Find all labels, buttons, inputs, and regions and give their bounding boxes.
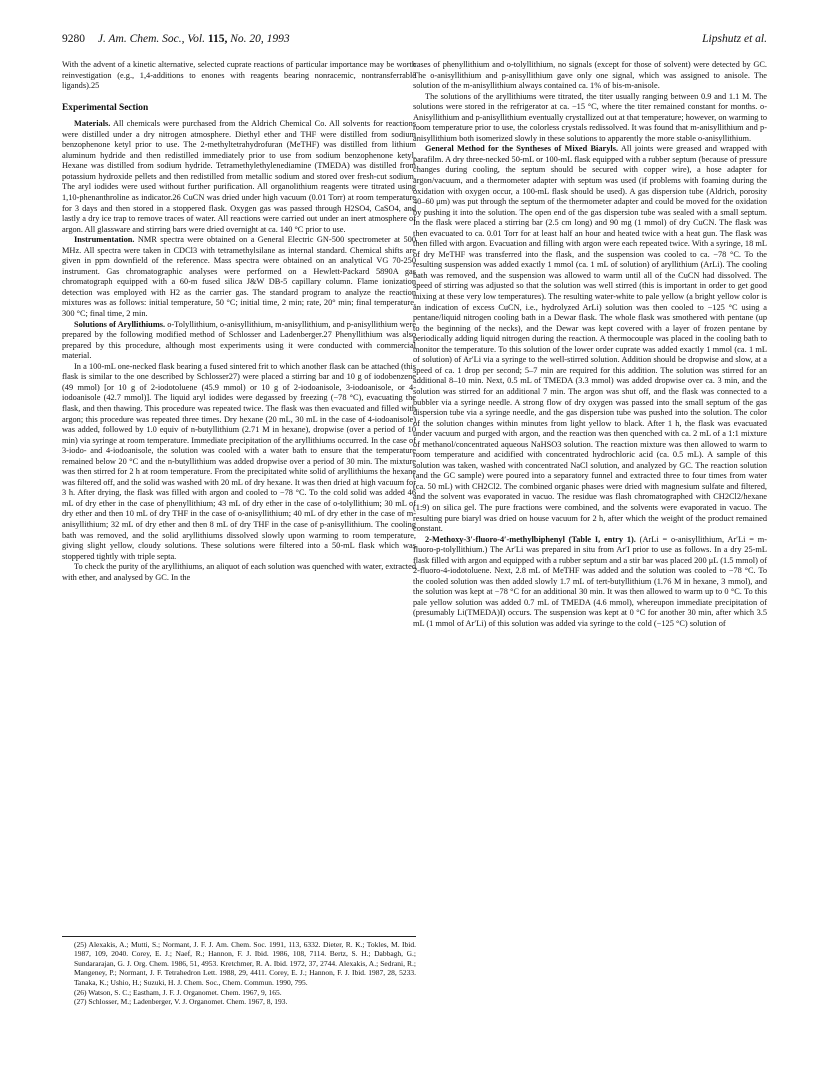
intro-paragraph: With the advent of a kinetic alternative, selected cuprate reactions of particular importance may be worth reinvestigation (e.g., 1,4-additions to enones with reagents bearing nonracemic, nontransferrable ligands).25: [62, 60, 416, 91]
instrumentation-paragraph: [62, 235, 416, 319]
paragraph-body: (ArLi = o-anisyllithium, Ar′Li = m-fluoro-p-tolyllithium.) The Ar′Li was prepared in situ from Ar′I prior to use as follows. In a dry 25-mL flask filled with argon and equipped with a rubber septum and a stir bar was placed 200 μL (1.5 mmol) of 2-fluoro-4-iodotoluene. Next, 2.8 mL of MeTHF was added and the solution was cooled to −78 °C. To the cooled solution was then added slowly 1.7 mL of tert-butyllithium (1.76 M in hexane, 3 mmol), and the solution was kept at −78 °C for an additional 30 min. It was then allowed to warm up to 0 °C. To this pale yellow solution was added 0.7 mL of TMEDA (4.6 mmol), whereupon immediate precipitation of (presumably Li(TMEDA)I) occurs. The suspension was kept at 0 °C for another 30 min, after which 3.5 mL (1 mmol of Ar′Li) of this solution was added via syringe to the cold (−125 °C) solution of: [413, 534, 767, 628]
volume-number: 115,: [207, 33, 228, 45]
section-heading: Experimental Section: [62, 102, 149, 113]
footnote: (27) Schlosser, M.; Ladenberger, V. J. Organomet. Chem. 1967, 8, 193.: [74, 997, 288, 1007]
paragraph-run-in-head: 2-Methoxy-3′-fluoro-4′-methylbiphenyl (Table I, entry 1).: [425, 534, 636, 544]
page-number: 9280: [62, 33, 85, 45]
paragraph-body: All joints were greased and wrapped with parafilm. A dry three-necked 50-mL or 100-mL flask equipped with a rubber septum (because of pressure changes during cooling, the septum should be secured with copper wire), a hose adapter for argon/vacuum, and a thermometer adapter with septum was used (if problems with foaming during the oxidation with oxygen occur, a 100-mL flask should be used). A gas dispersion tube (Aldrich, porosity 40–60 μm) was put through the septum of the thermometer adapter and could be moved for the oxidation by pushing it into the solution. The open end of the gas dispersion tube was sealed with a small septum. In the flask were placed a stirring bar (2.5 cm long) and 90 mg (1 mmol) of dry CuCN. The flask was then evacuated to ca. 0.01 Torr for at least half an hour and heated twice with a heat gun. The flask was then filled with argon. Evacuation and filling with argon were each repeated twice. With a syringe, 18 mL of dry MeTHF was transferred into the flask, and the suspension was cooled to ca. −78 °C. To the resulting suspension was added exactly 1 mmol (ca. 1 mL of solution) of aryllithium (ArLi). The cooling bath was removed, and the suspension was allowed to warm until all of the CuCN had dissolved. The speed of stirring was adjusted so that the solution was well stirred (this is important in order to get good mixing at these very low temperatures). The resulting water-white to pale yellow (a bright yellow color is an indication of excess CuCN, i.e., hydrolyzed ArLi) solution was then cooled to −125 °C using a pentane/liquid nitrogen cooling bath in a Dewar flask. The whole flask was smothered with pentane (up to the beginning of the necks), and the Dewar was kept covered with a layer of frozen pentane by periodically adding liquid nitrogen during the reaction. A thermocouple was placed in the cooling bath to monitor the temperature. To this solution of the lower order cuprate was added exactly 1 mmol (ca. 1 mL of solution) of Ar′Li via a syringe to the well-stirred solution. Addition should be dropwise and slow, at a speed of ca. 1 drop per second; 5–7 min are required for this addition. The solution was stirred for an additional 8–10 min. Next, 0.5 mL of TMEDA (3.3 mmol) was added dropwise over ca. 3 min, and the solution was stirred for an additional 7 min. The argon was shut off, and the flask was connected to a bubbler via a syringe needle. A strong flow of dry oxygen was passed into the small septum of the gas dispersion tube via a syringe needle, and the gas dispersion tube was pushed into the solution. The color of the solution changes within minutes from light yellow to black. After 1 h, the flask was evacuated under vacuum and purged with argon, and the reaction was then quenched with ca. 2 mL of a 1:1 mixture of methanol/concentrated aqueous NaHSO3 solution. The reaction mixture was then allowed to warm to room temperature and acidified with concentrated hydrochloric acid (ca. 0.5 mL). A sample of this solution was taken, washed with concentrated NaCl solution, and analyzed by GC. The reaction solution (and the GC sample) were poured into a separatory funnel and extracted three to four times from water (ca. 50 mL) with CH2Cl2. The combined organic phases were dried with magnesium sulfate and filtered, and the solvent was evaporated in vacuo. The residue was flash chromatographed with CH2Cl2/hexane (1:9) on silica gel. The pure fractions were combined, and the solvents were evaporated in vacuo. The resulting pure biaryl was dried on house vacuum for 2 h, after which the weight of the product remained constant.: [413, 144, 767, 534]
aryllithiums-paragraph: [62, 320, 416, 362]
footnotes: [62, 934, 416, 1007]
volume-prefix: Vol.: [187, 33, 205, 45]
running-head: [62, 31, 767, 47]
materials-paragraph: [62, 119, 416, 235]
journal-name: J. Am. Chem. Soc.,: [97, 33, 185, 45]
running-authors: Lipshutz et al.: [702, 33, 767, 45]
paragraph-run-in-head: Solutions of Aryllithiums.: [74, 319, 166, 329]
procedure-paragraph: In a 100-mL one-necked flask bearing a fused sintered frit to which another flask can be attached (this flask is similar to the one described by Schlosser27) were placed a stirring bar and 10 g of iodobenzene (49 mmol) [or 10 g of 2-iodotoluene (45.9 mmol) or 10 g of 2-iodoanisole, 3-iodoanisole, or 4-iodoanisole (42.7 mmol)]. The liquid aryl iodides were degassed by freezing (−78 °C), evacuating the flask, and then thawing. This procedure was repeated twice. The flask was then evacuated and filled with argon; this procedure was repeated three times. Dry hexane (20 mL, 30 mL in the case of 4-iodoanisole) was added, followed by 1.0 equiv of n-butyllithium (2.71 M in hexane), dropwise (over a period of 10 min) via syringe at room temperature. Immediate precipitation of the aryllithiums occurred. In the case of 3-iodo- and 4-iodoanisole, the solution was cooled with a water bath to ensure that the temperature remained below 20 °C and the n-butyllithium was added dropwise over a period of 30 min. The mixture was then stirred for 2 h at room temperature. From the precipitated white solid of aryllithiums the hexane was filtered off, and the solid was washed with 20 mL of dry hexane. It was then dried at high vacuum for 3 h. After drying, the flask was filled with argon and cooled to −78 °C. To the cold solid was added 46 mL of dry ether in the case of phenyllithium; 43 mL of dry ether in the case of o-tolyllithium; 30 mL of dry ether and then 10 mL of dry THF in the case of o-anisyllithium; 40 mL of dry ether in the case of m-anisyllithium; 32 mL of dry ether and then 8 mL of dry THF in the case of p-anisyllithium. The cooling bath was removed, and the solid aryllithiums dissolved slowly upon warming to room temperature, giving slight yellow, cloudy solutions. These solutions were filtered into a 50-mL flask which was stoppered tightly with triple septa.: [62, 361, 416, 561]
paragraph-body: o-Tolyllithium, o-anisyllithium, m-anisyllithium, and p-anisyllithium were prepared by the following modified method of Schlosser and Ladenberger.27 Phenyllithium was also prepared by this procedure, although most experiments using it were conducted with commercial material.: [62, 319, 416, 361]
paragraph-run-in-head: Materials.: [74, 119, 111, 129]
left-column: [62, 60, 416, 583]
paragraph-body: NMR spectra were obtained on a General Electric GN-500 spectrometer at 500 MHz. All spectra were taken in CDCl3 with tetramethylsilane as internal standard. Chemical shifts are given in ppm downfield of the reference. Mass spectra were obtained on an analytical VG 70-250 instrument. Gas chromatographic analyses were performed on a Hewlett-Packard 5890A gas chromatograph equipped with a 60-m fused silica J&W DB-5 capillary column. Flame ionization detection was employed with H2 as the carrier gas. The standard program to analyze the reaction mixtures was as follows: initial temperature, 50 °C; initial time, 2 min; rate, 20° min; final temperature, 300 °C; final time, 2 min.: [62, 235, 416, 319]
storage-paragraph: The solutions of the aryllithiums were titrated, the titer usually ranging between 0.9 and 1.1 M. The solutions were stored in the refrigerator at ca. −15 °C, where the titer remained constant for months. o-Anisyllithium and p-anisyllithium eventually crystallized out at that temperature; however, on warming to room temperature prior to use, the colorless crystals redissolved. It was found that m-anisyllithium and p-anisyllithium both isomerized slowly in these solutions to apparently the more stable o-anisyllithium.: [413, 91, 767, 143]
journal-citation: [62, 31, 290, 47]
purity-paragraph: To check the purity of the aryllithiums, an aliquot of each solution was quenched with water, extracted with ether, and analysed by GC. In the: [62, 562, 416, 582]
footnote: (26) Watson, S. C.; Eastham, J. F. J. Organomet. Chem. 1967, 9, 165.: [74, 987, 282, 997]
general-method-paragraph: [413, 144, 767, 534]
paragraph-run-in-head: Instrumentation.: [74, 235, 135, 245]
continuation-paragraph: cases of phenyllithium and o-tolyllithium, no signals (except for those of solvent) were detected by GC. The o-anisyllithium and p-anisyllithium gave only one signal, which was assigned to anisole. The solution of the m-anisyllithium always contained ca. 1% of bis-m-anisole.: [413, 60, 767, 91]
footnote: (25) Alexakis, A.; Mutti, S.; Normant, J. F. J. Am. Chem. Soc. 1991, 113, 6332. Dieter, R. K.; Tokles, M. Ibid. 1987, 109, 2040. Corey, E. J.; Naef, R.; Hannon, F. J. Ibid. 1986, 108, 7114. Bertz, S. H.; Dabbagh, G.; Sundararajan, G. J. Org. Chem. 1986, 51, 4953. Kretchmer, R. A. Ibid. 1972, 37, 2744. Alexakis, A.; Sedrani, R.; Mangeney, P.; Normant, J. F. Tetrahedron Lett. 1988, 29, 4411. Corey, E. J.; Hannon, F. J. Ibid. 1987, 28, 5233. Tanaka, K.; Ushio, H.; Suzuki, H. J. Chem. Soc., Chem. Commun. 1990, 795.: [74, 940, 416, 987]
right-column: [413, 60, 767, 630]
issue-year: No. 20, 1993: [230, 33, 290, 45]
paragraph-run-in-head: General Method for the Syntheses of Mixed Biaryls.: [425, 144, 619, 154]
footnote-divider: [62, 936, 416, 937]
example-paragraph: [413, 535, 767, 630]
paragraph-body: All chemicals were purchased from the Aldrich Chemical Co. All solvents for reactions were distilled under a dry nitrogen atmosphere. Diethyl ether and THF were distilled from sodium benzophenone ketyl prior to use. The 2-methyltetrahydrofuran (MeTHF) was distilled from lithium aluminum hydride and then redistilled immediately prior to use from sodium benzophenone ketyl. Hexane was distilled from sodium hydride. Tetramethylethylenediamine (TMEDA) was distilled from potassium hydroxide pellets and then redistilled from metallic sodium and stored over fresh-cut sodium. The aryl iodides were used without further purification. All organolithium reagents were titrated using 1,10-phenanthroline as indicator.26 CuCN was dried under high vacuum (0.01 Torr) at room temperature for 3 days and then stored in a stoppered flask. Oxygen gas was passed through H2SO4, CaSO4, and lastly a dry ice trap to remove traces of water. All reactions were carried out under an inert atmosphere of argon. All glassware and stirring bars were dried overnight at ca. 140 °C prior to use.: [62, 119, 416, 234]
